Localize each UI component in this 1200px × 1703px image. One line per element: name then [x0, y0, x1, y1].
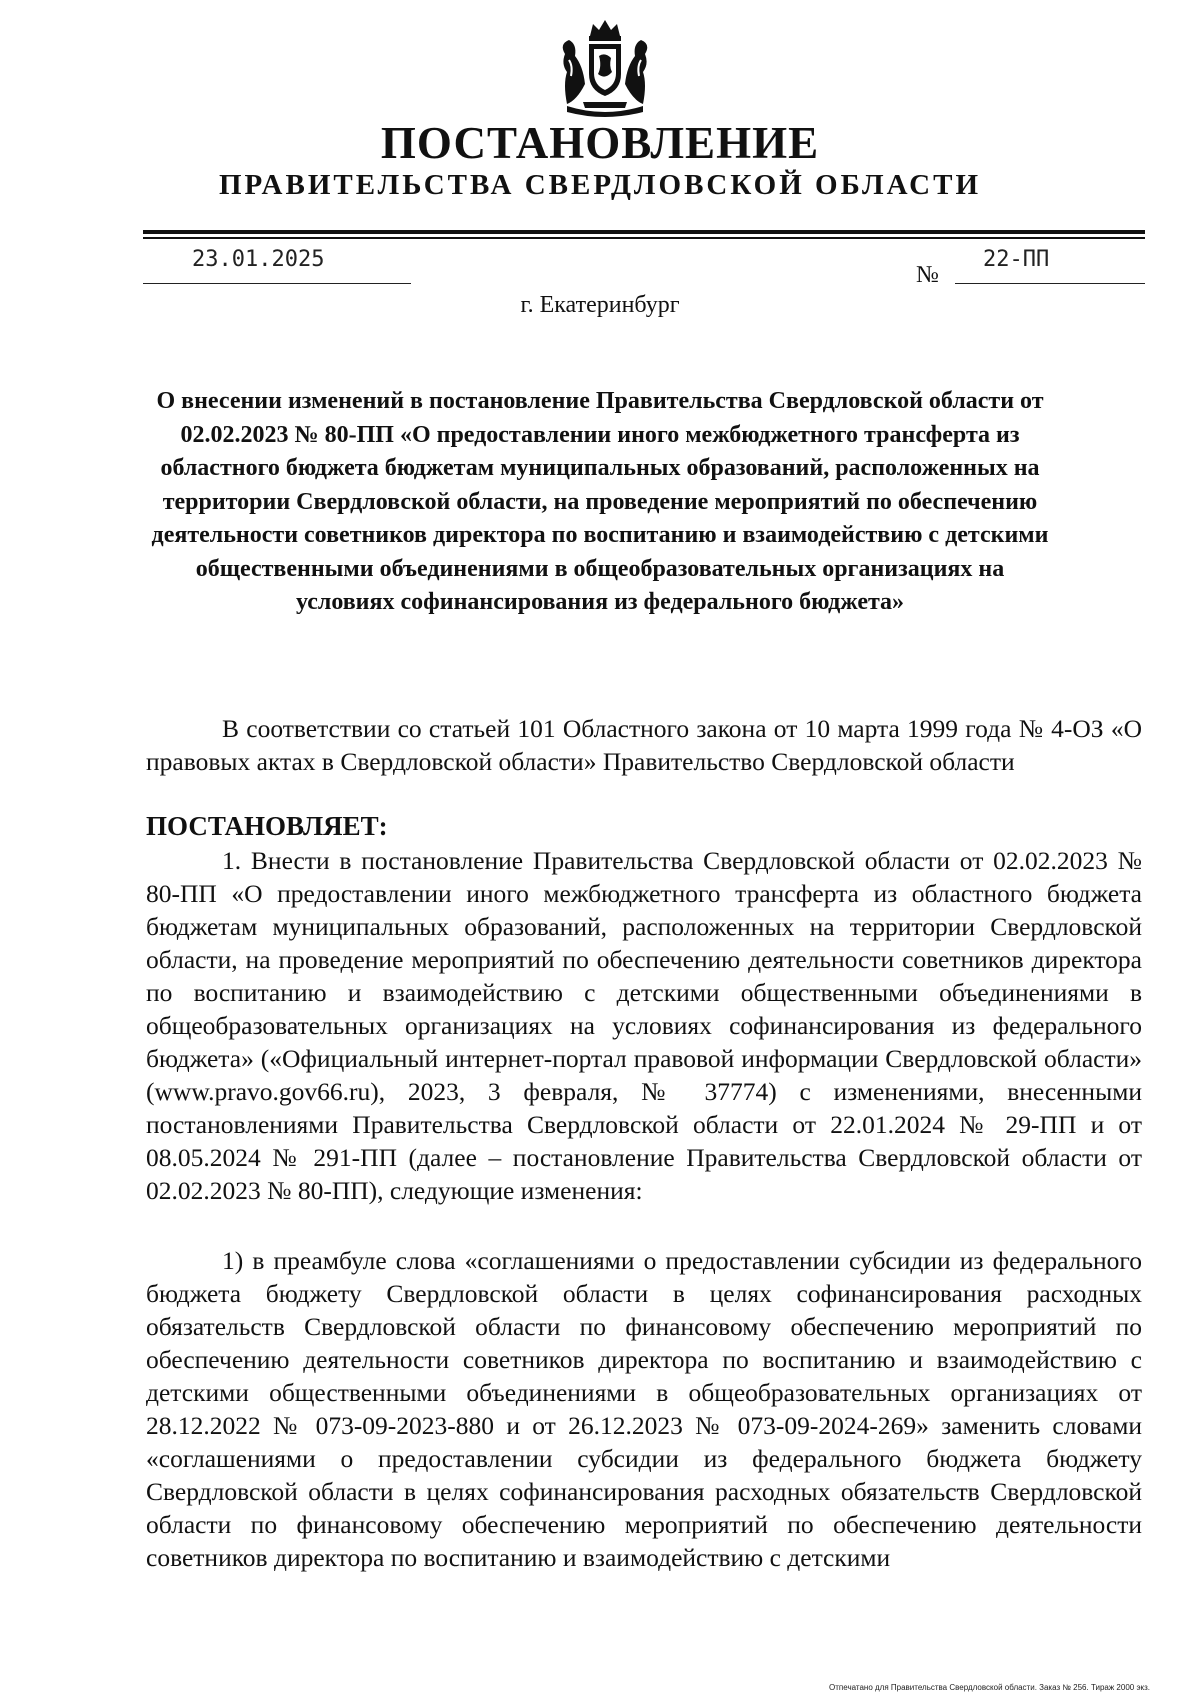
document-date: 23.01.2025 — [192, 247, 325, 272]
header-divider-thin — [143, 237, 1145, 239]
print-note: Отпечатано для Правительства Свердловской области. Заказ № 256. Тираж 2000 экз. — [829, 1683, 1150, 1692]
coat-of-arms-emblem — [555, 14, 655, 118]
number-sign: № — [916, 262, 939, 288]
issue-city: г. Екатеринбург — [520, 292, 680, 318]
document-number: 22-ПП — [983, 247, 1050, 272]
number-underline — [955, 283, 1145, 284]
document-heading: О внесении изменений в постановление Правительства Свердловской области от 02.02.2023 № 80-ПП «О предоставлении иного межбюджетного трансферта из областного бюджета бюджетам муниципальных образований, расположенных на территории Свердловской области, на проведение мероприятий по обеспечению деятельности советников директора по воспитанию и взаимодействию с детскими общественными объединениями в общеобразовательных организациях на условиях софинансирования из федерального бюджета» — [151, 388, 1049, 615]
decree-word: ПОСТАНОВЛЯЕТ: — [146, 811, 388, 841]
issuing-authority: ПРАВИТЕЛЬСТВА СВЕРДЛОВСКОЙ ОБЛАСТИ — [218, 169, 982, 201]
document-type-title: ПОСТАНОВЛЕНИЕ — [380, 118, 820, 168]
item-1-paragraph: 1. Внести в постановление Правительства Свердловской области от 02.02.2023 № 80-ПП «О предоставлении иного межбюджетного трансферта из областного бюджета бюджетам муниципальных образований, расположенных на территории Свердловской области, на проведение мероприятий по обеспечению деятельности советников директора по воспитанию и взаимодействию с детскими общественными объединениями в общеобразовательных организациях на условиях софинансирования из федерального бюджета» («Официальный интернет-портал правовой информации Свердловской области» (www.pravo.gov66.ru), 2023, 3 февраля, № 37774) с изменениями, внесенными постановлениями Правительства Свердловской области от 22.01.2024 № 29-ПП и от 08.05.2024 № 291-ПП (далее – постановление Правительства Свердловской области от 02.02.2023 № 80-ПП), следующие изменения: — [146, 846, 1142, 1205]
preamble-paragraph: В соответствии со статьей 101 Областного закона от 10 марта 1999 года № 4-ОЗ «О правовых актах в Свердловской области» Правительство Свердловской области — [146, 714, 1142, 776]
date-underline — [143, 283, 411, 284]
header-divider-thick — [143, 230, 1145, 234]
item-1-1-paragraph: 1) в преамбуле слова «соглашениями о предоставлении субсидии из федерального бюджета бюджету Свердловской области в целях софинансирования расходных обязательств Свердловской области по финансовому обеспечению мероприятий по обеспечению деятельности советников директора по воспитанию и взаимодействию с детскими общественными объединениями в общеобразовательных организациях от 28.12.2022 № 073-09-2023-880 и от 26.12.2023 № 073-09-2024-269» заменить словами «соглашениями о предоставлении субсидии из федерального бюджета бюджету Свердловской области в целях софинансирования расходных обязательств Свердловской области по финансовому обеспечению мероприятий по обеспечению деятельности советников директора по воспитанию и взаимодействию с детскими — [146, 1246, 1142, 1572]
